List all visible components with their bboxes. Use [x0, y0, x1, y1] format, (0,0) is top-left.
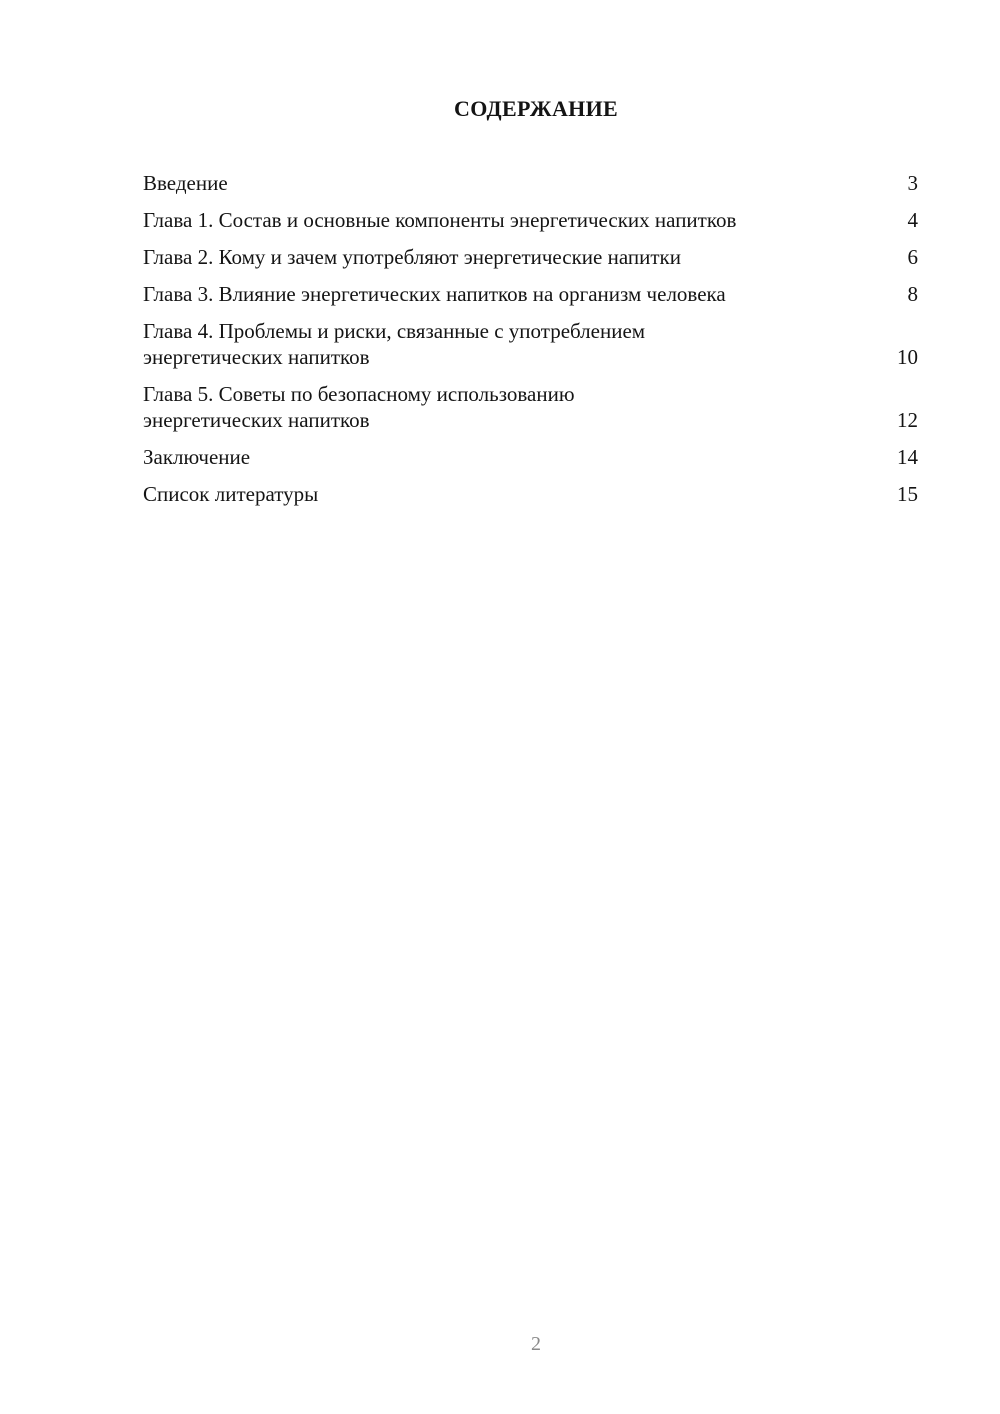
toc-entry-page: 10	[897, 345, 918, 369]
toc-entry-page: 6	[907, 245, 918, 269]
toc-entry-text: Глава 3. Влияние энергетических напитков на организм человека	[143, 282, 726, 306]
toc-entry-chapter-4[interactable]	[143, 318, 918, 370]
toc-entry-introduction[interactable]	[143, 170, 918, 196]
toc-entry-text: Глава 5. Советы по безопасному использованию энергетических напитков	[143, 382, 575, 432]
toc-entry-page: 3	[907, 171, 918, 195]
toc-entry-text: Заключение	[143, 445, 251, 469]
toc-entry-page: 4	[907, 208, 918, 232]
toc-entry-chapter-1[interactable]	[143, 207, 918, 233]
toc-entry-text: Глава 4. Проблемы и риски, связанные с употреблением энергетических напитков	[143, 319, 646, 369]
toc-entry-text: Список литературы	[143, 482, 319, 506]
toc-entry-chapter-5[interactable]	[143, 381, 918, 433]
toc-entry-text: Введение	[143, 171, 228, 195]
toc-entry-chapter-3[interactable]	[143, 281, 918, 307]
page-number: 2	[531, 1333, 541, 1355]
toc-entry-text: Глава 1. Состав и основные компоненты энергетических напитков	[143, 208, 737, 232]
toc-list	[143, 170, 918, 518]
toc-entry-text: Глава 2. Кому и зачем употребляют энергетические напитки	[143, 245, 681, 269]
toc-entry-page: 14	[897, 445, 918, 469]
toc-entry-chapter-2[interactable]	[143, 244, 918, 270]
toc-entry-references[interactable]	[143, 481, 918, 507]
toc-entry-conclusion[interactable]	[143, 444, 918, 470]
toc-entry-page: 12	[897, 408, 918, 432]
toc-entry-page: 8	[907, 282, 918, 306]
toc-entry-page: 15	[897, 482, 918, 506]
toc-title: СОДЕРЖАНИЕ	[454, 96, 618, 121]
